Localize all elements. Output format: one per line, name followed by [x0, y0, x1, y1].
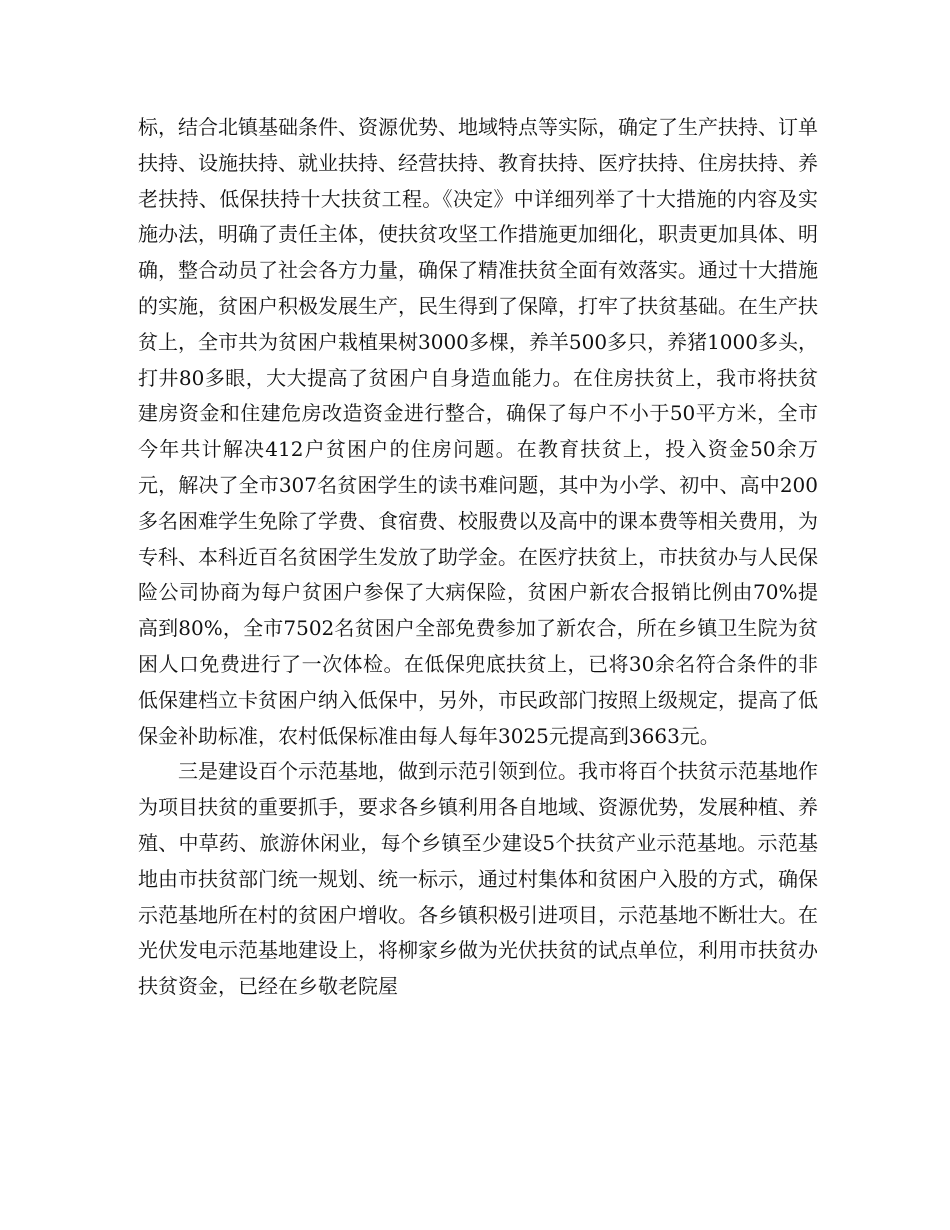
document-body	[138, 110, 818, 1005]
paragraph-demonstration-bases: 三是建设百个示范基地，做到示范引领到位。我市将百个扶贫示范基地作为项目扶贫的重要抓手，要求各乡镇利用各自地域、资源优势，发展种植、养殖、中草药、旅游休闲业，每个乡镇至少建设5个扶贫产业示范基地。示范基地由市扶贫部门统一规划、统一标示，通过村集体和贫困户入股的方式，确保示范基地所在村的贫困户增收。各乡镇积极引进项目，示范基地不断壮大。在光伏发电示范基地建设上，将柳家乡做为光伏扶贫的试点单位，利用市扶贫办扶贫资金，已经在乡敬老院屋	[138, 759, 818, 999]
paragraph-continued: 标，结合北镇基础条件、资源优势、地域特点等实际，确定了生产扶持、订单扶持、设施扶持、就业扶持、经营扶持、教育扶持、医疗扶持、住房扶持、养老扶持、低保扶持十大扶贫工程。《决定》中详细列举了十大措施的内容及实施办法，明确了责任主体，使扶贫攻坚工作措施更加细化，职责更加具体、明确，整合动员了社会各方力量，确保了精准扶贫全面有效落实。通过十大措施的实施，贫困户积极发展生产，民生得到了保障，打牢了扶贫基础。在生产扶贫上，全市共为贫困户栽植果树3000多棵，养羊500多只，养猪1000多头，打井80多眼，大大提高了贫困户自身造血能力。在住房扶贫上，我市将扶贫建房资金和住建危房改造资金进行整合，确保了每户不小于50平方米，全市今年共计解决412户贫困户的住房问题。在教育扶贫上，投入资金50余万元，解决了全市307名贫困学生的读书难问题，其中为小学、初中、高中200多名困难学生免除了学费、食宿费、校服费以及高中的课本费等相关费用，为专科、本科近百名贫困学生发放了助学金。在医疗扶贫上，市扶贫办与人民保险公司协商为每户贫困户参保了大病保险，贫困户新农合报销比例由70%提高到80%，全市7502名贫困户全部免费参加了新农合，所在乡镇卫生院为贫困人口免费进行了一次体检。在低保兜底扶贫上，已将30余名符合条件的非低保建档立卡贫困户纳入低保中，另外，市民政部门按照上级规定，提高了低保金补助标准，农村低保标准由每人每年3025元提高到3663元。	[138, 115, 818, 748]
